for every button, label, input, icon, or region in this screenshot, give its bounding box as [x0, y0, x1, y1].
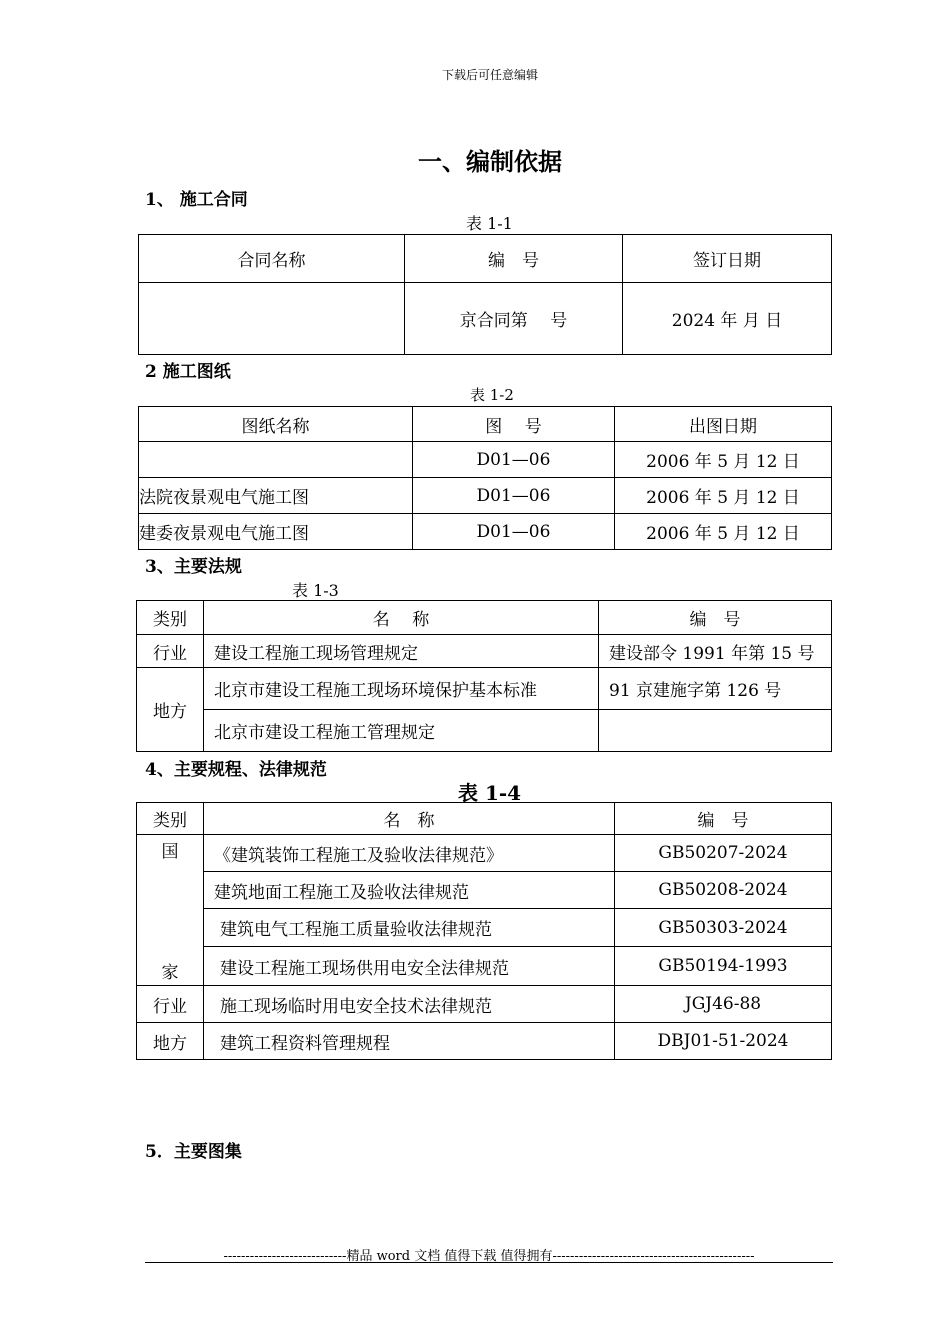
table-cell: 2006 年 5 月 12 日	[615, 514, 832, 550]
table-cell: 京合同第 号	[405, 283, 623, 355]
table-cell: 建设部令 1991 年第 15 号	[599, 635, 832, 668]
table-row	[137, 1023, 832, 1060]
page-title: 一、编制依据	[418, 147, 562, 176]
drawings-table	[138, 406, 832, 550]
table-cell: 《建筑装饰工程施工及验收法律规范》	[204, 835, 615, 872]
col-header: 编 号	[405, 235, 623, 283]
table-cell: D01—06	[413, 514, 615, 550]
col-header: 编 号	[599, 601, 832, 635]
col-header: 图 号	[413, 407, 615, 442]
table-cell: GB50194-1993	[615, 947, 832, 986]
category-cell: 地方	[137, 1023, 204, 1060]
table-row	[137, 947, 832, 986]
table-cell: GB50208-2024	[615, 872, 832, 909]
section-3-heading: 3、主要法规	[145, 557, 242, 577]
category-cell-national	[137, 835, 204, 986]
table-cell: D01—06	[413, 478, 615, 514]
table-row	[139, 442, 832, 478]
page-header: 下载后可任意编辑	[441, 68, 538, 82]
category-cell: 地方	[137, 668, 204, 752]
table-cell: 建筑地面工程施工及验收法律规范	[204, 872, 615, 909]
table-cell: GB50303-2024	[615, 909, 832, 947]
table-cell: JGJ46-88	[615, 986, 832, 1023]
table-cell: GB50207-2024	[615, 835, 832, 872]
section-1-heading: 1、 施工合同	[145, 190, 248, 210]
table-1-1-caption: 表 1-1	[466, 214, 513, 233]
table-1-3-caption: 表 1-3	[292, 581, 339, 600]
table-cell: DBJ01-51-2024	[615, 1023, 832, 1060]
table-cell	[139, 283, 405, 355]
table-cell: 施工现场临时用电安全技术法律规范	[204, 986, 615, 1023]
page-footer: ----------------------------精品 word 文档 值得下载 值得拥有----------------------------------------------	[223, 1249, 755, 1264]
table-row	[139, 478, 832, 514]
table-cell: 2024 年 月 日	[623, 283, 832, 355]
standards-table	[136, 802, 832, 1060]
table-cell: 北京市建设工程施工管理规定	[204, 710, 599, 752]
table-cell: 2006 年 5 月 12 日	[615, 478, 832, 514]
col-header: 图纸名称	[139, 407, 413, 442]
table-cell: 91 京建施字第 126 号	[599, 668, 832, 710]
col-header: 签订日期	[623, 235, 832, 283]
col-header: 名 称	[204, 803, 615, 835]
table-cell: 法院夜景观电气施工图	[139, 478, 413, 514]
table-row	[137, 835, 832, 872]
table-row	[137, 872, 832, 909]
category-text: 家	[161, 963, 179, 983]
table-row	[139, 514, 832, 550]
category-cell: 行业	[137, 986, 204, 1023]
col-header: 合同名称	[139, 235, 405, 283]
section-2-heading: 2 施工图纸	[145, 362, 231, 382]
table-cell	[599, 710, 832, 752]
footer-divider	[145, 1262, 833, 1263]
col-header: 类别	[137, 803, 204, 835]
table-cell: 建筑电气工程施工质量验收法律规范	[204, 909, 615, 947]
table-1-4-caption: 表 1-4	[458, 781, 522, 805]
section-4-heading: 4、主要规程、法律规范	[145, 760, 327, 780]
table-row	[137, 909, 832, 947]
col-header: 编 号	[615, 803, 832, 835]
col-header: 出图日期	[615, 407, 832, 442]
table-row	[137, 668, 832, 710]
regulations-table	[136, 600, 832, 752]
table-cell	[139, 442, 413, 478]
category-text: 国	[161, 842, 179, 862]
table-row	[137, 986, 832, 1023]
table-cell: 建设工程施工现场管理规定	[204, 635, 599, 668]
table-row	[137, 635, 832, 668]
table-cell: 建委夜景观电气施工图	[139, 514, 413, 550]
col-header: 类别	[137, 601, 204, 635]
section-5-heading: 5．主要图集	[145, 1142, 242, 1162]
col-header: 名 称	[204, 601, 599, 635]
table-cell: 2006 年 5 月 12 日	[615, 442, 832, 478]
contract-table	[138, 234, 832, 355]
table-1-2-caption: 表 1-2	[470, 386, 514, 404]
table-cell: 建筑工程资料管理规程	[204, 1023, 615, 1060]
category-cell: 行业	[137, 635, 204, 668]
table-cell: 北京市建设工程施工现场环境保护基本标准	[204, 668, 599, 710]
table-row	[137, 710, 832, 752]
table-cell: 建设工程施工现场供用电安全法律规范	[204, 947, 615, 986]
table-cell: D01—06	[413, 442, 615, 478]
